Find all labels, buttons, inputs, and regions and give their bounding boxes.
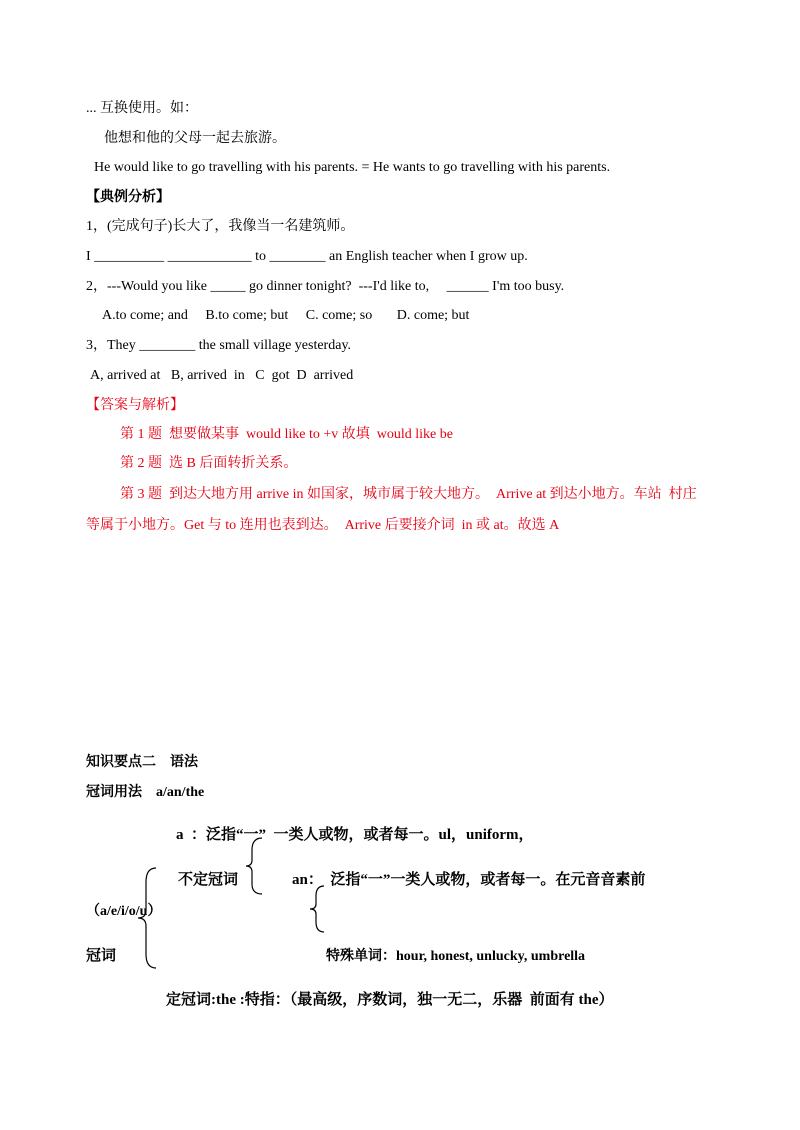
- question-2: 2，---Would you like _____ go dinner tonight? ---I'd like to, ______ I'm too busy.: [86, 279, 565, 294]
- answers-heading: 【答案与解析】: [86, 398, 184, 413]
- examples-heading: 【典例分析】: [86, 190, 170, 205]
- vowel-list: （a/e/i/o/u）: [86, 904, 162, 919]
- article-an-rule: an： 泛指“一”一类人或物，或者每一。在元音音素前: [292, 872, 646, 888]
- indefinite-article-label: 不定冠词: [178, 872, 239, 888]
- definite-article-rule: 定冠词:the :特指：（最高级，序数词，独一无二，乐器 前面有 the）: [166, 992, 614, 1008]
- brace-article: [136, 866, 158, 970]
- answer-3-line2: 等属于小地方。Get 与 to 连用也表到达。 Arrive 后要接介词 in 或 at。故选 A: [86, 518, 560, 533]
- continuation-text: ... 互换使用。如：: [86, 101, 198, 116]
- question-1-blanks: I __________ ____________ to ________ an English teacher when I grow up.: [86, 249, 528, 264]
- subsection-title: 冠词用法 a/an/the: [86, 785, 205, 800]
- question-2-options: A.to come; and B.to come; but C. come; so D. come; but: [102, 308, 470, 323]
- question-3: 3，They ________ the small village yesterday.: [86, 338, 352, 353]
- section-title: 知识要点二 语法: [86, 755, 198, 770]
- brace-indefinite: [244, 836, 264, 896]
- question-3-options: A, arrived at B, arrived in C got D arrived: [90, 368, 354, 383]
- question-1: 1，(完成句子)长大了，我像当一名建筑师。: [86, 219, 355, 234]
- article-label: 冠词: [86, 948, 117, 964]
- answer-2: 第 2 题 选 B 后面转折关系。: [120, 456, 298, 471]
- answer-3-line1: 第 3 题 到达大地方用 arrive in 如国家，城市属于较大地方。 Arrive at 到达小地方。车站 村庄: [120, 487, 697, 502]
- answer-1: 第 1 题 想要做某事 would like to +v 故填 would like be: [120, 427, 453, 442]
- brace-an: [308, 884, 328, 934]
- special-words: 特殊单词：hour, honest, unlucky, umbrella: [326, 949, 586, 964]
- example-english: He would like to go travelling with his parents. = He wants to go travelling with his parents.: [94, 160, 611, 175]
- example-chinese: 他想和他的父母一起去旅游。: [104, 131, 286, 146]
- article-a-rule: a ：泛指“一” 一类人或物，或者每一。ul，uniform，: [176, 827, 534, 843]
